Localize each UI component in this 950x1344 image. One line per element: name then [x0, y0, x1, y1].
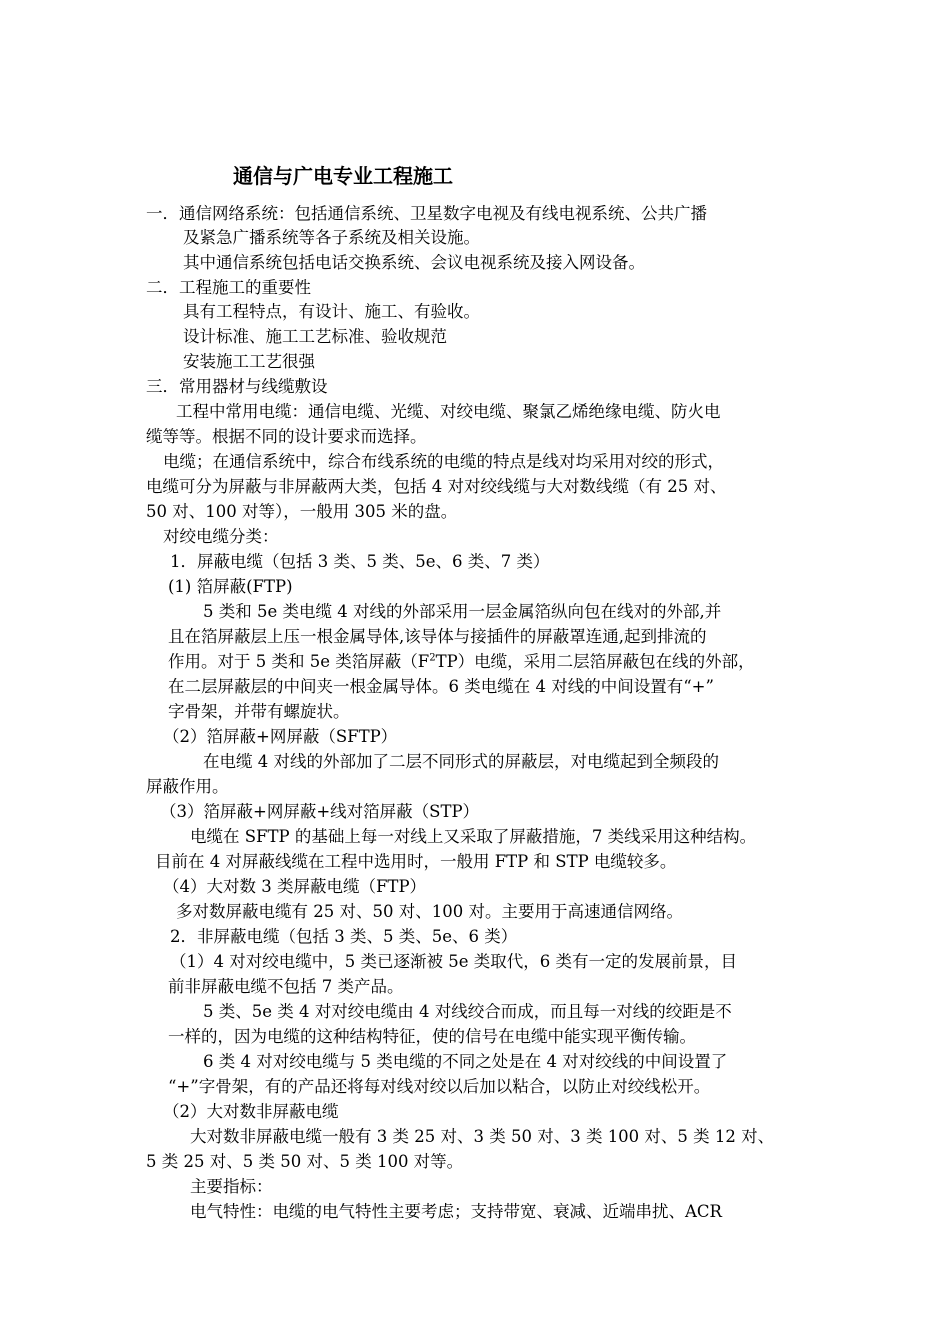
text-line: 电缆在 SFTP 的基础上每一对线上又采取了屏蔽措施，7 类线采用这种结构。: [190, 827, 757, 846]
text-line: 主要指标：: [190, 1177, 273, 1196]
text-line: 三．常用器材与线缆敷设: [146, 377, 328, 396]
text-line: 多对数屏蔽电缆有 25 对、50 对、100 对。主要用于高速通信网络。: [176, 902, 683, 921]
text-line: 电气特性：电缆的电气特性主要考虑；支持带宽、衰减、近端串扰、ACR: [190, 1202, 722, 1221]
text-segment: 作用。对于 5 类和 5e 类箔屏蔽（F: [168, 652, 430, 671]
text-line: 6 类 4 对对绞电缆与 5 类电缆的不同之处是在 4 对对绞线的中间设置了: [203, 1052, 728, 1071]
text-line: 屏蔽作用。: [146, 777, 229, 796]
text-line: 对绞电缆分类：: [163, 527, 279, 546]
text-line: 大对数非屏蔽电缆一般有 3 类 25 对、3 类 50 对、3 类 100 对、5 类 12 对、: [190, 1127, 775, 1146]
text-line: 2．非屏蔽电缆（包括 3 类、5 类、5e、6 类）: [170, 927, 518, 946]
text-line: 字骨架，并带有螺旋状。: [168, 702, 350, 721]
text-line: （1）4 对对绞电缆中，5 类已逐渐被 5e 类取代，6 类有一定的发展前景，目: [170, 952, 737, 971]
text-line: （4）大对数 3 类屏蔽电缆（FTP）: [163, 877, 427, 896]
text-line: 一样的，因为电缆的这种结构特征，使的信号在电缆中能实现平衡传输。: [168, 1027, 696, 1046]
text-line: 5 类 25 对、5 类 50 对、5 类 100 对等。: [146, 1152, 464, 1171]
text-line: (1) 箔屏蔽(FTP): [168, 577, 293, 596]
text-line: 具有工程特点，有设计、施工、有验收。: [183, 302, 480, 321]
superscript: 2: [429, 652, 436, 664]
text-line: 其中通信系统包括电话交换系统、会议电视系统及接入网设备。: [183, 253, 645, 272]
page-title: 通信与广电专业工程施工: [233, 164, 453, 188]
text-line: 目前在 4 对屏蔽线缆在工程中选用时，一般用 FTP 和 STP 电缆较多。: [155, 852, 677, 871]
text-line: 设计标准、施工工艺标准、验收规范: [183, 327, 447, 346]
text-line: 工程中常用电缆：通信电缆、光缆、对绞电缆、聚氯乙烯绝缘电缆、防火电: [176, 402, 721, 421]
text-line: 安装施工工艺很强: [183, 352, 315, 371]
text-line: 二．工程施工的重要性: [146, 278, 311, 297]
text-line: 且在箔屏蔽层上压一根金属导体,该导体与接插件的屏蔽罩连通,起到排流的: [168, 627, 707, 646]
text-line: 在电缆 4 对线的外部加了二层不同形式的屏蔽层，对电缆起到全频段的: [203, 752, 719, 771]
text-line: （3）箔屏蔽+网屏蔽+线对箔屏蔽（STP）: [160, 802, 480, 821]
text-line: 电缆可分为屏蔽与非屏蔽两大类，包括 4 对对绞线缆与大对数线缆（有 25 对、: [146, 477, 727, 496]
text-line: 1．屏蔽电缆（包括 3 类、5 类、5e、6 类、7 类）: [170, 552, 550, 571]
text-line: （2）大对数非屏蔽电缆: [163, 1102, 339, 1121]
text-line: 50 对、100 对等），一般用 305 米的盘。: [146, 502, 458, 521]
text-line: 5 类和 5e 类电缆 4 对线的外部采用一层金属箔纵向包在线对的外部,并: [203, 602, 722, 621]
text-line: 前非屏蔽电缆不包括 7 类产品。: [168, 977, 404, 996]
text-line: 5 类、5e 类 4 对对绞电缆由 4 对线绞合而成，而且每一对线的绞距是不: [203, 1002, 732, 1021]
text-line: 及紧急广播系统等各子系统及相关设施。: [183, 228, 480, 247]
text-line: 一．通信网络系统：包括通信系统、卫星数字电视及有线电视系统、公共广播: [146, 204, 707, 223]
text-line: 在二层屏蔽层的中间夹一根金属导体。6 类电缆在 4 对线的中间设置有“+”: [168, 677, 714, 696]
text-line: [168, 650, 755, 674]
text-line: “+”字骨架，有的产品还将每对线对绞以后加以粘合，以防止对绞线松开。: [168, 1077, 711, 1096]
text-line: 缆等等。根据不同的设计要求而选择。: [146, 427, 427, 446]
text-line: （2）箔屏蔽+网屏蔽（SFTP）: [163, 727, 398, 746]
text-line: 电缆；在通信系统中，综合布线系统的电缆的特点是线对均采用对绞的形式，: [163, 452, 724, 471]
text-segment: TP）电缆，采用二层箔屏蔽包在线的外部，: [435, 652, 755, 671]
